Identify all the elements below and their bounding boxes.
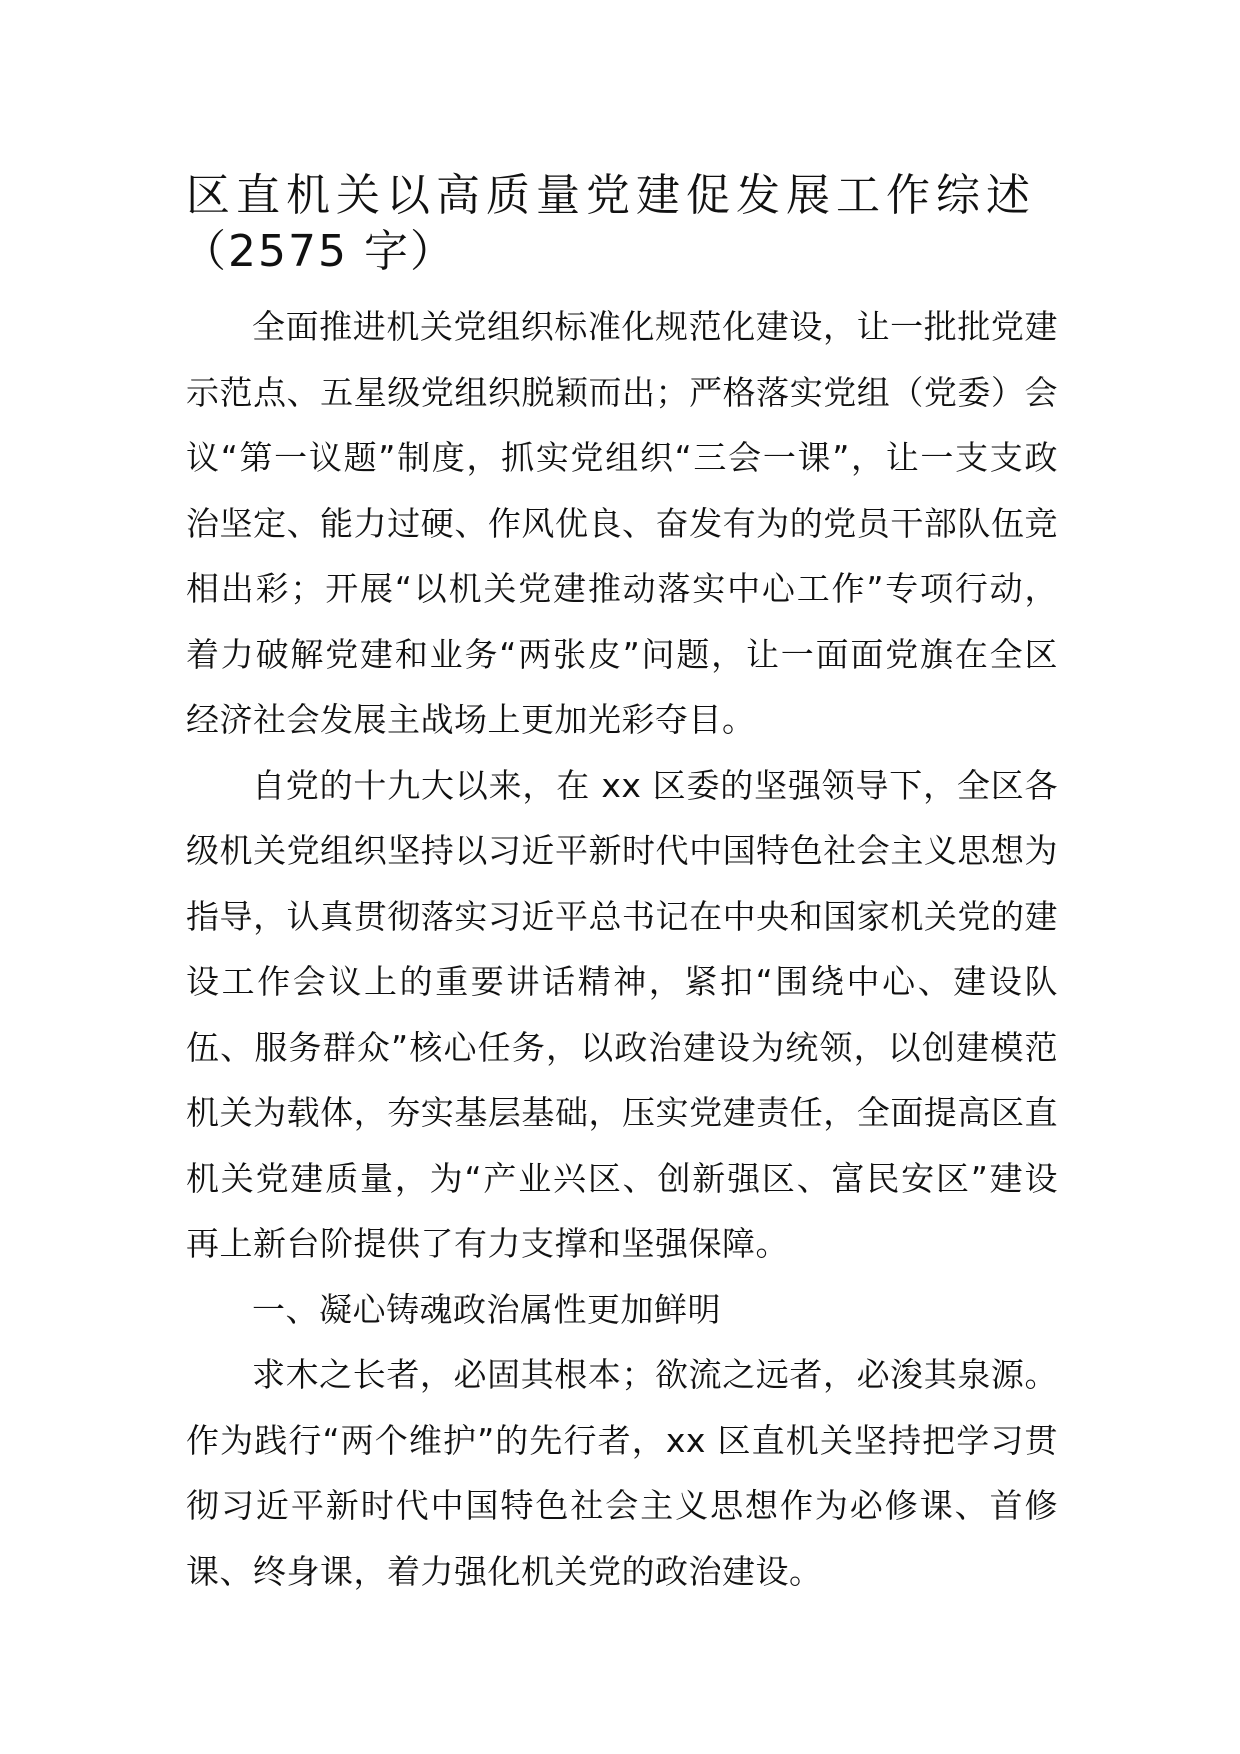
document-title: 区直机关以高质量党建促发展工作综述 <box>186 170 1036 221</box>
document-page <box>182 168 1058 1604</box>
section-paragraph: 求木之长者，必固其根本；欲流之远者，必浚其泉源。作为践行“两个维护”的先行者，xx 区直机关坚持把学习贯彻习近平新时代中国特色社会主义思想作为必修课、首修课、终身课，着力强化机关党的政治建设。 <box>186 1355 1058 1591</box>
section-heading: 一、凝心铸魂政治属性更加鲜明 <box>252 1289 721 1329</box>
paragraph-overview: 自党的十九大以来，在 xx 区委的坚强领导下，全区各级机关党组织坚持以习近平新时代中国特色社会主义思想为指导，认真贯彻落实习近平总书记在中央和国家机关党的建设工作会议上的重要讲话精神，紧扣“围绕中心、建设队伍、服务群众”核心任务，以政治建设为统领，以创建模范机关为载体，夯实基层基础，压实党建责任，全面提高区直机关党建质量，为“产业兴区、创新强区、富民安区”建设再上新台阶提供了有力支撑和坚强保障。 <box>186 765 1058 1263</box>
document-subtitle: （2575 字） <box>182 226 456 277</box>
paragraph-intro: 全面推进机关党组织标准化规范化建设，让一批批党建示范点、五星级党组织脱颖而出；严格落实党组（党委）会议“第一议题”制度，抓实党组织“三会一课”，让一支支政治坚定、能力过硬、作风优良、奋发有为的党员干部队伍竞相出彩；开展“以机关党建推动落实中心工作”专项行动，着力破解党建和业务“两张皮”问题，让一面面党旗在全区经济社会发展主战场上更加光彩夺目。 <box>186 307 1058 739</box>
